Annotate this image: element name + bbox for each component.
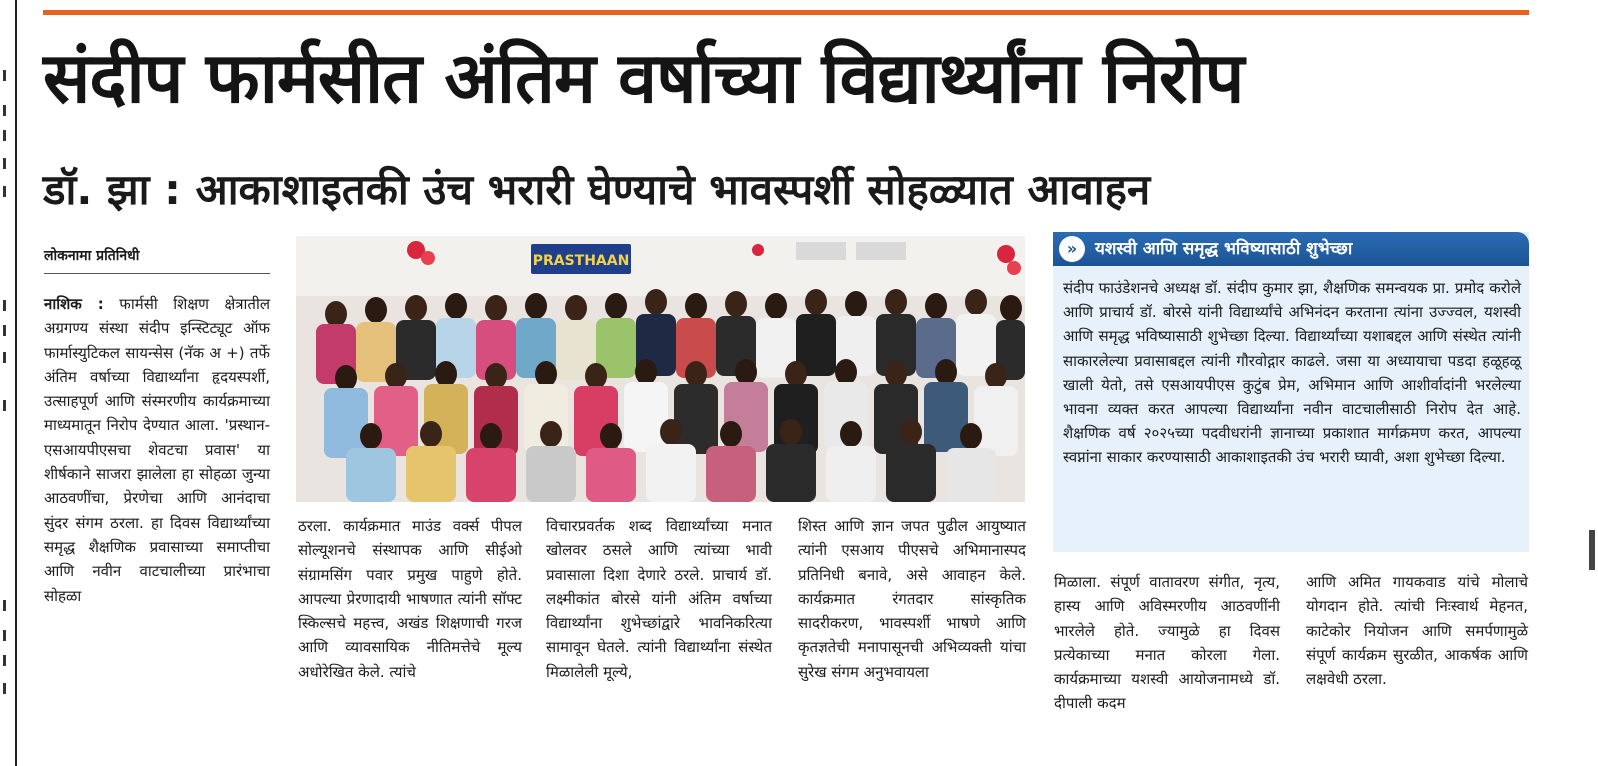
article-column-6: आणि अमित गायकवाड यांचे मोलाचे योगदान होते. त्यांची निःस्वार्थ मेहनत, काटेकोर नियोजन आणि समर्पणामुळे संपूर्ण कार्यक्रम सुरळीत, आकर्षक आणि लक्षवेधी ठरला.: [1306, 573, 1528, 689]
article-column-1: [44, 292, 270, 608]
subheadline: डॉ. झा : आकाशाइतकी उंच भरारी घेण्याचे भावस्पर्शी सोहळ्यात आवाहन: [43, 165, 1151, 214]
dateline: नाशिक :: [44, 295, 104, 313]
headline: संदीप फार्मसीत अंतिम वर्षाच्या विद्यार्थ्यांना निरोप: [43, 37, 1244, 119]
tick-mark: [3, 70, 6, 81]
tick-mark: [3, 325, 6, 336]
article-text: फार्मसी शिक्षण क्षेत्रातील अग्रगण्य संस्था संदीप इन्स्टिट्यूट ऑफ फार्मास्युटिकल सायन्सेस (नॅक अ +) तर्फे अंतिम वर्षाच्या विद्यार्थ्यांना हृदयस्पर्शी, उत्साहपूर्ण आणि संस्मरणीय कार्यक्रमाच्या माध्यमातून निरोप देण्यात आला. 'प्रस्थान-एसआयपीएसचा शेवटचा प्रवास' या शीर्षकाने साजरा झालेला हा सोहळा जुन्या आठवणींचा, प्रेरणेचा आणि आनंदाचा सुंदर संगम ठरला. हा दिवस विद्यार्थ्यांच्या समृद्ध शैक्षणिक प्रवासाच्या समाप्तीचा आणि नवीन वाटचालीच्या प्रारंभाचा सोहळा: [44, 295, 270, 605]
byline: लोकनामा प्रतिनिधी: [44, 248, 140, 264]
tick-mark: [3, 630, 6, 641]
tick-mark: [3, 300, 6, 311]
column-divider: [15, 0, 17, 766]
sidebar-box: [1053, 232, 1529, 552]
article-column-5: मिळाला. संपूर्ण वातावरण संगीत, नृत्य, हास्य आणि अविस्मरणीय आठवणींनी भारलेले होते. ज्यामुळे हा दिवस प्रत्येकाच्या मनात कोरला गेला. कार्यक्रमाच्या यशस्वी आयोजनामध्ये डॉ. दीपाली कदम: [1054, 573, 1280, 713]
tick-mark: [3, 105, 6, 116]
article-column-4: शिस्त आणि ज्ञान जपत पुढील आयुष्यात त्यांनी एसआय पीएसचे अभिमानास्पद प्रतिनिधी बनावे, असे आवाहन केले. कार्यक्रमात रंगतदार सांस्कृतिक सादरीकरण, भावस्पर्शी भाषणे आणि कृतज्ञतेची मनापासूनची अभिव्यक्ती यांचा सुरेख संगम अनुभवायला: [798, 517, 1026, 681]
sidebar-box-header: [1053, 232, 1529, 266]
adjacent-column-edge: [0, 0, 18, 766]
byline-divider: [44, 273, 270, 274]
page-edge-mark: [1589, 530, 1595, 570]
tick-mark: [3, 130, 6, 141]
tick-mark: [3, 352, 6, 363]
crowd-back-clothing: [316, 314, 1025, 384]
tick-mark: [3, 158, 6, 169]
article-column-3: विचारप्रवर्तक शब्द विद्यार्थ्यांच्या मनात खोलवर ठसले आणि त्यांच्या भावी प्रवासाला दिशा देणारे ठरले. प्राचार्य डॉ. लक्ष्मीकांत बोरसे यांनी अंतिम वर्षाच्या विद्यार्थ्यांना शुभेच्छांद्वारे भावनिकरित्या सामावून घेतले. त्यांनी विद्यार्थ्यांना संस्थेत मिळालेली मूल्ये,: [546, 517, 772, 681]
headline-accent-rule: [43, 10, 1529, 15]
double-chevron-right-icon: »: [1059, 236, 1085, 262]
tick-mark: [3, 400, 6, 411]
sidebar-box-body: संदीप फाउंडेशनचे अध्यक्ष डॉ. संदीप कुमार झा, शैक्षणिक समन्वयक प्रा. प्रमोद करोले आणि प्राचार्य डॉ. बोरसे यांनी विद्यार्थ्यांचे अभिनंदन करताना त्यांना उज्ज्वल, यशस्वी आणि समृद्ध भविष्यासाठी शुभेच्छा दिल्या. विद्यार्थ्यांच्या यशाबद्दल आणि संस्थेत त्यांनी साकारलेल्या प्रवासाबद्दल त्यांनी गौरवोद्गार काढले. जसा या अध्यायाचा पडदा हळूहळू खाली येतो, तसे एसआयपीएस कुटुंब प्रेम, अभिमान आणि आशीर्वादांनी भरलेल्या भावना व्यक्त करत आपल्या विद्यार्थ्यांना नवीन वाटचालीसाठी निरोप देत आहे. शैक्षणिक वर्ष २०२५च्या पदवीधरांनी ज्ञानाच्या प्रकाशात मार्गक्रमण करत, आपल्या स्वप्नांना साकार करण्यासाठी आकाशाइतकी उंच भरारी घ्यावी, अशा शुभेच्छा दिल्या.: [1063, 279, 1521, 467]
sidebar-box-title: यशस्वी आणि समृद्ध भविष्यासाठी शुभेच्छा: [1095, 239, 1353, 259]
group-photo-illustration: [296, 236, 1025, 502]
photo-banner-text: PRASTHAAN: [532, 253, 630, 269]
tick-mark: [3, 683, 6, 694]
tick-mark: [3, 600, 6, 611]
tick-mark: [3, 186, 6, 197]
group-photo: [296, 236, 1025, 502]
tick-mark: [3, 655, 6, 666]
article-column-2: ठरला. कार्यक्रमात माउंड वर्क्स पीपल सोल्यूशनचे संस्थापक आणि सीईओ संग्रामसिंग पवार प्रमुख पाहुणे होते. आपल्या प्रेरणादायी भाषणात त्यांनी सॉफ्ट स्किल्सचे महत्त्व, अखंड शिक्षणाची गरज आणि व्यावसायिक नीतिमत्तेचे मूल्य अधोरेखित केले. त्यांचे: [298, 517, 522, 681]
